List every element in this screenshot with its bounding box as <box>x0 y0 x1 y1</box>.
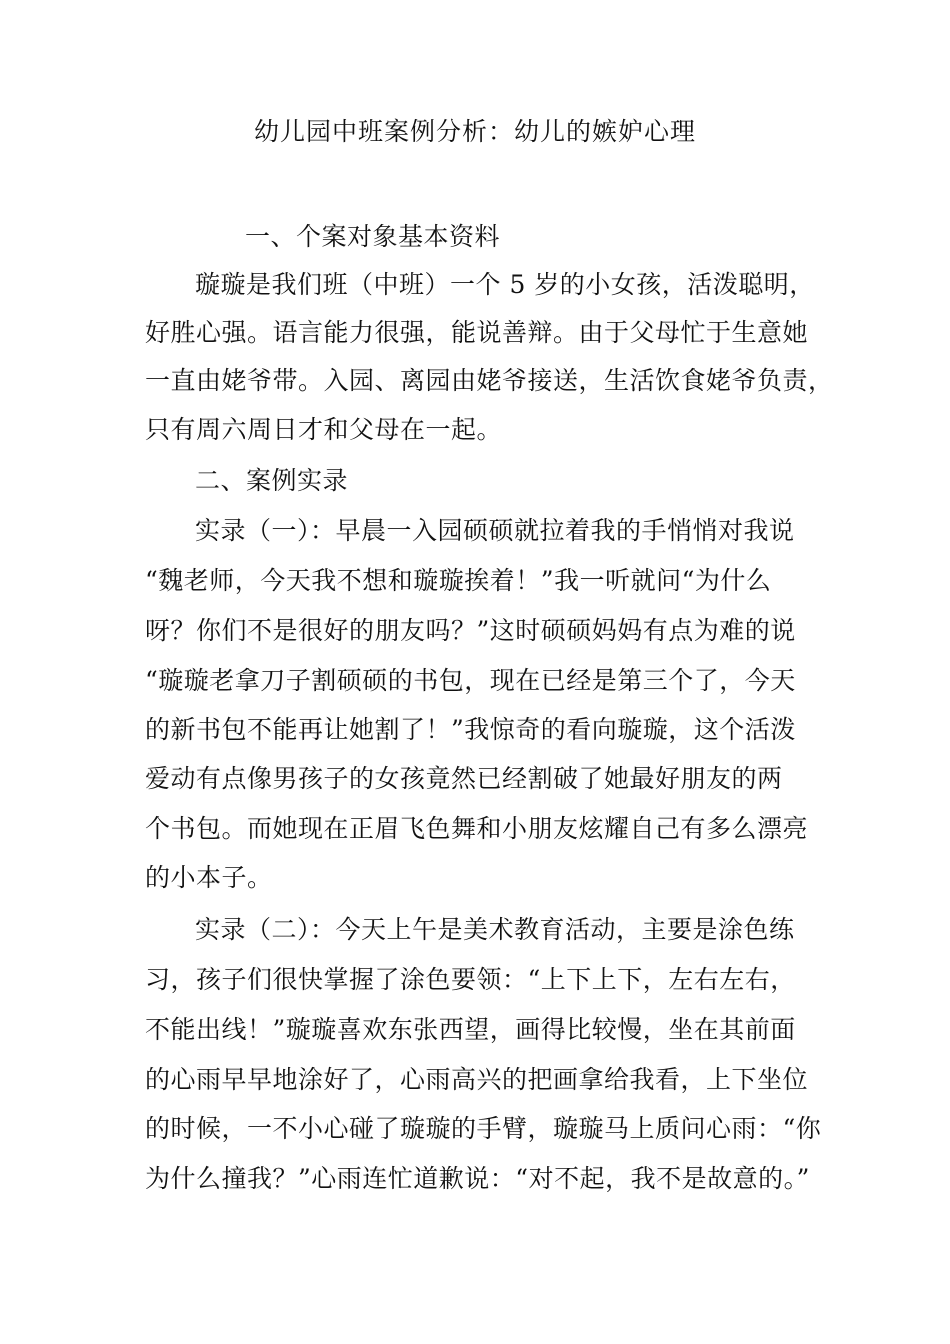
paragraph-line: 的心雨早早地涂好了，心雨高兴的把画拿给我看，上下坐位 <box>145 1065 809 1094</box>
paragraph-line: 实录（一）：早晨一入园硕硕就拉着我的手悄悄对我说 <box>195 516 795 545</box>
paragraph-line: 的时候，一不小心碰了璇璇的手臂，璇璇马上质问心雨：“你 <box>145 1114 822 1143</box>
paragraph-line: “魏老师，今天我不想和璇璇挨着！”我一听就问“为什么 <box>145 566 772 595</box>
paragraph-line: 的新书包不能再让她割了！”我惊奇的看向璇璇，这个活泼 <box>145 715 796 744</box>
section-heading-case-record: 二、案例实录 <box>195 466 349 495</box>
paragraph-line: 呀？你们不是很好的朋友吗？”这时硕硕妈妈有点为难的说 <box>145 616 796 645</box>
paragraph-line: 爱动有点像男孩子的女孩竟然已经割破了她最好朋友的两 <box>145 764 783 793</box>
paragraph-line: 习，孩子们很快掌握了涂色要领：“上下上下，左右左右， <box>145 965 796 994</box>
paragraph-line: 的小本子。 <box>145 863 273 892</box>
section-heading-basic-info: 一、个案对象基本资料 <box>245 222 501 251</box>
paragraph-line: 一直由姥爷带。入园、离园由姥爷接送，生活饮食姥爷负责， <box>145 366 834 395</box>
paragraph-line: 不能出线！”璇璇喜欢东张西望，画得比较慢，坐在其前面 <box>145 1015 796 1044</box>
paragraph-line: 璇璇是我们班（中班）一个 5 岁的小女孩，活泼聪明， <box>195 270 815 299</box>
paragraph-line: “璇璇老拿刀子割硕硕的书包，现在已经是第三个了，今天 <box>145 666 796 695</box>
paragraph-line: 实录（二）：今天上午是美术教育活动，主要是涂色练 <box>195 915 795 944</box>
document-title: 幼儿园中班案例分析：幼儿的嫉妒心理 <box>253 117 696 146</box>
paragraph-line: 只有周六周日才和父母在一起。 <box>145 415 503 444</box>
paragraph-line: 个书包。而她现在正眉飞色舞和小朋友炫耀自己有多么漂亮 <box>145 814 809 843</box>
paragraph-line: 好胜心强。语言能力很强，能说善辩。由于父母忙于生意她 <box>145 318 809 347</box>
paragraph-line: 为什么撞我？”心雨连忙道歉说：“对不起，我不是故意的。” <box>145 1164 810 1193</box>
